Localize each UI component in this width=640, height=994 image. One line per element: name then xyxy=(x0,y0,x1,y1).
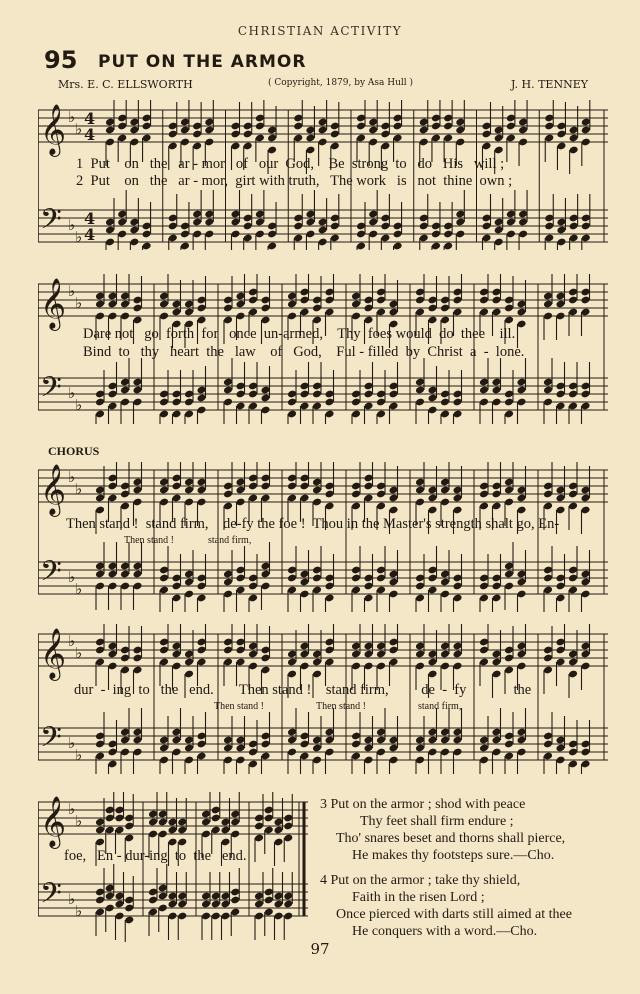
time-signature-digit: 4 xyxy=(84,125,96,144)
copyright-notice: ( Copyright, 1879, by Asa Hull ) xyxy=(268,78,414,88)
flat-icon: ♭ xyxy=(75,480,83,498)
chorus-label: CHORUS xyxy=(48,444,100,458)
time-signature-digit: 4 xyxy=(84,109,96,128)
lyric-verse-2: Bind to thy heart the law of God, Ful - filled by Christ a - lone. xyxy=(83,344,525,360)
flat-icon: ♭ xyxy=(68,632,76,650)
flat-icon: ♭ xyxy=(75,294,83,312)
bass-clef-icon: 𝄢 xyxy=(40,721,62,761)
flat-icon: ♭ xyxy=(75,812,83,830)
stanza-3: 3 Put on the armor ; shod with peace Thy feet shall firm endure ; Tho' snares beset and thorns shall pierce, He makes thy footsteps sure.—Cho. xyxy=(320,797,566,863)
flat-icon: ♭ xyxy=(75,746,83,764)
flat-icon: ♭ xyxy=(68,216,76,234)
cue-then-stand: Then stand ! xyxy=(124,535,174,546)
flat-icon: ♭ xyxy=(68,734,76,752)
cue-stand-firm: stand firm, xyxy=(208,535,252,546)
running-head: CHRISTIAN ACTIVITY xyxy=(237,24,403,38)
music-system-1 xyxy=(38,100,608,250)
time-signature-digit: 4 xyxy=(84,225,96,244)
stanza-number: 3 xyxy=(320,797,327,812)
lyric-chorus-end: foe, En - dur-ing to the end. xyxy=(64,848,247,864)
treble-clef-icon: 𝄞 xyxy=(40,104,67,155)
page-number: 97 xyxy=(310,940,330,958)
staff-system-4 xyxy=(38,624,608,774)
music-system-3 xyxy=(38,462,608,612)
flat-icon: ♭ xyxy=(68,890,76,908)
cue-then-stand: Then stand ! xyxy=(214,701,264,712)
staff-system-5 xyxy=(38,792,308,942)
flat-icon: ♭ xyxy=(68,468,76,486)
bass-clef-icon: 𝄢 xyxy=(40,203,62,243)
hymn-title: PUT ON THE ARMOR xyxy=(98,52,307,72)
bass-clef-icon: 𝄢 xyxy=(40,555,62,595)
stanza-4: 4 Put on the armor ; take thy shield, Faith in the risen Lord ; Once pierced with darts still aimed at thee He conquers with a word.—Cho. xyxy=(320,873,572,939)
flat-icon: ♭ xyxy=(68,800,76,818)
hymn-number: 95 xyxy=(44,46,78,74)
lyric-verse-1: 1 Put on the ar - mor of our God, Be strong to do His will ; xyxy=(76,156,505,172)
treble-clef-icon: 𝄞 xyxy=(40,628,67,679)
lyricist: Mrs. E. C. ELLSWORTH xyxy=(58,78,193,91)
cue-stand-firm: stand firm, xyxy=(418,701,462,712)
treble-clef-icon: 𝄞 xyxy=(40,796,67,847)
treble-clef-icon: 𝄞 xyxy=(40,278,67,329)
lyric-chorus: Then stand ! stand firm, de-fy the foe ! Thou in the Master's strength shalt go, En- xyxy=(66,516,560,532)
lyric-chorus: dur - ing to the end. Then stand ! stand firm, de - fy the xyxy=(74,682,532,698)
treble-clef-icon: 𝄞 xyxy=(40,464,67,515)
bass-clef-icon: 𝄢 xyxy=(40,371,62,411)
flat-icon: ♭ xyxy=(68,108,76,126)
hymn-credits xyxy=(58,78,588,92)
music-system-4 xyxy=(38,624,608,774)
flat-icon: ♭ xyxy=(68,568,76,586)
lyric-verse-1: Dare not go forth for once un-armed, Thy foes would do thee ill. xyxy=(83,326,516,342)
cue-then-stand: Then stand ! xyxy=(316,701,366,712)
composer: J. H. TENNEY xyxy=(510,78,588,91)
flat-icon: ♭ xyxy=(75,644,83,662)
stanza-number: 4 xyxy=(320,873,327,888)
flat-icon: ♭ xyxy=(68,384,76,402)
music-system-2 xyxy=(38,274,608,424)
music-system-5 xyxy=(38,792,308,942)
hymn-header xyxy=(44,46,604,76)
lyric-verse-2: 2 Put on the ar - mor, girt with truth, The work is not thine own ; xyxy=(76,173,513,189)
flat-icon: ♭ xyxy=(75,902,83,920)
flat-icon: ♭ xyxy=(75,580,83,598)
flat-icon: ♭ xyxy=(75,396,83,414)
flat-icon: ♭ xyxy=(75,228,83,246)
bass-clef-icon: 𝄢 xyxy=(40,877,62,917)
flat-icon: ♭ xyxy=(68,282,76,300)
flat-icon: ♭ xyxy=(75,120,83,138)
time-signature-digit: 4 xyxy=(84,209,96,228)
